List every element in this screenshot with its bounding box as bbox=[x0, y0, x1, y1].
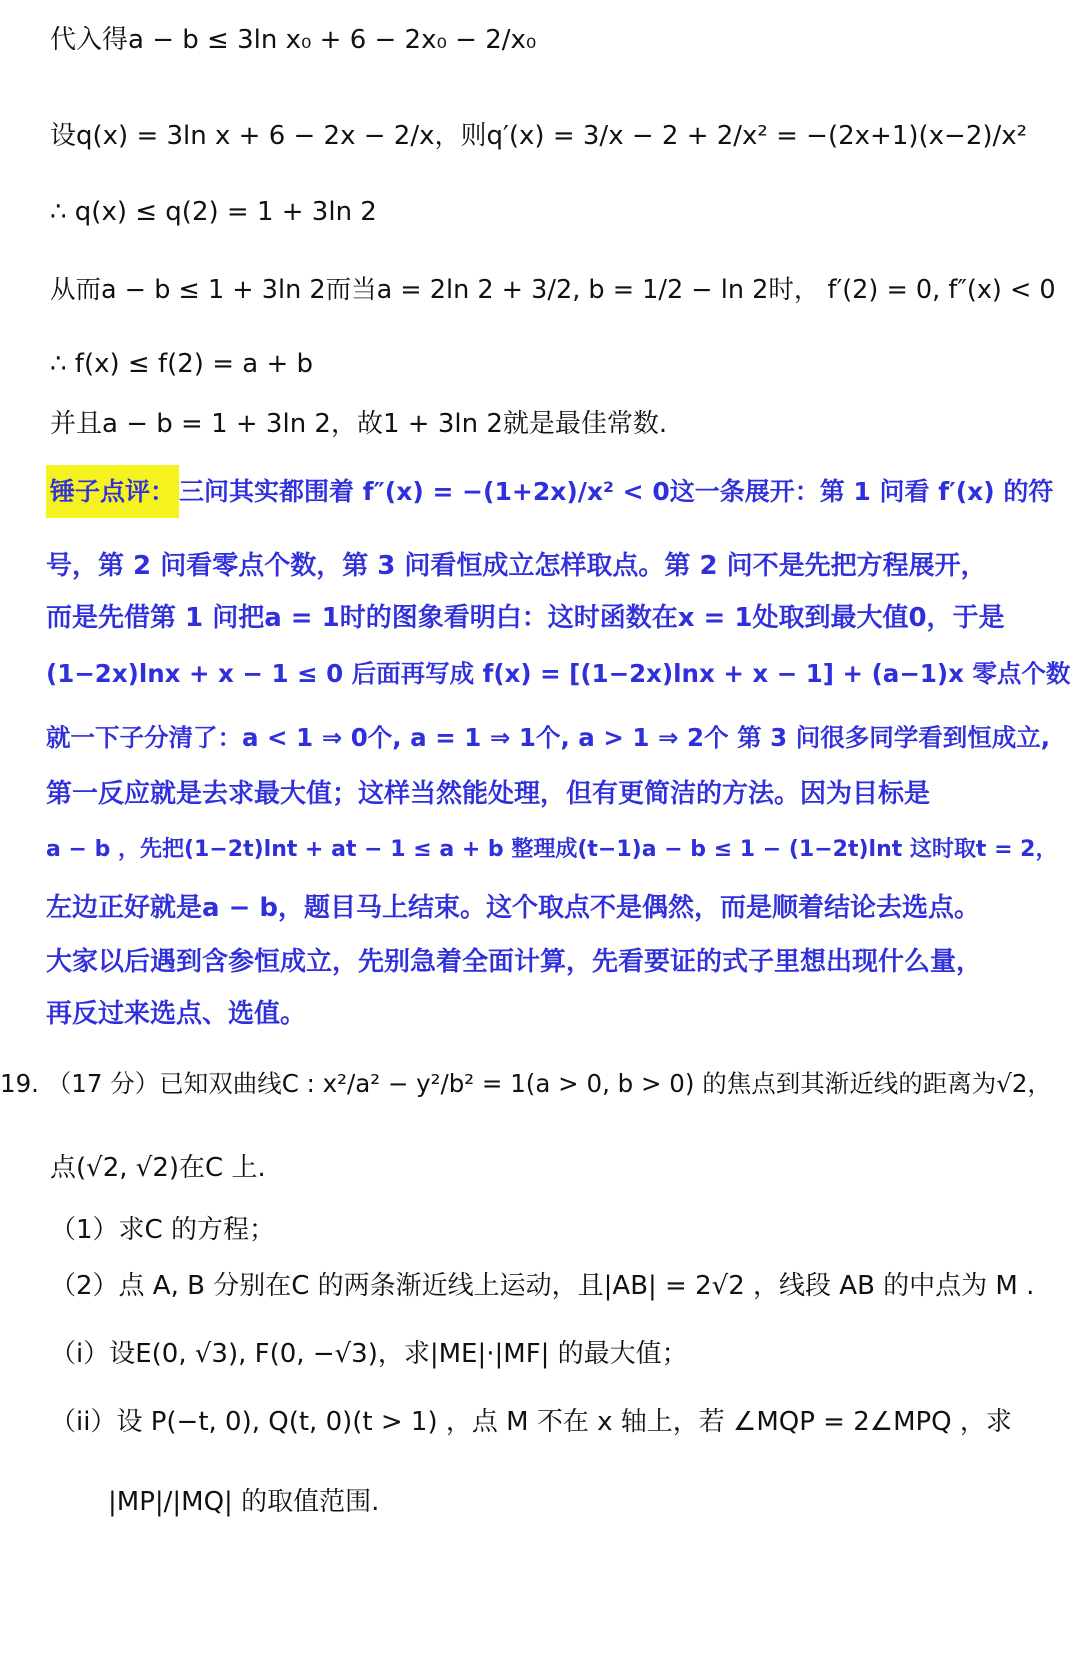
solution-line-5: ∴ f(x) ≤ f(2) = a + b bbox=[50, 349, 313, 379]
problem-line-1: 19. （17 分）已知双曲线C : x²/a² − y²/b² = 1(a > 0, b > 0) 的焦点到其渐近线的距离为√2， bbox=[0, 1069, 1052, 1098]
comment-line-10: 再反过来选点、选值。 bbox=[46, 999, 307, 1029]
solution-line-3: ∴ q(x) ≤ q(2) = 1 + 3ln 2 bbox=[50, 197, 377, 227]
problem-line-7: |MP|/|MQ| 的取值范围. bbox=[108, 1487, 380, 1517]
comment-line-9: 大家以后遇到含参恒成立，先别急着全面计算，先看要证的式子里想出现什么量， bbox=[46, 947, 983, 977]
comment-line-1 bbox=[46, 474, 1053, 510]
solution-line-4: 从而a − b ≤ 1 + 3ln 2而当a = 2ln 2 + 3/2, b = 1/2 − ln 2时， f′(2) = 0, f″(x) < 0 bbox=[50, 275, 1056, 305]
comment-line-6: 第一反应就是去求最大值；这样当然能处理，但有更简洁的方法。因为目标是 bbox=[46, 779, 931, 809]
solution-line-6: 并且a − b = 1 + 3ln 2，故1 + 3ln 2就是最佳常数. bbox=[50, 409, 668, 439]
solution-line-1: 代入得a − b ≤ 3ln x₀ + 6 − 2x₀ − 2/x₀ bbox=[50, 25, 537, 55]
problem-line-4: （2）点 A, B 分别在C 的两条渐近线上运动，且|AB| = 2√2 ，线段 AB 的中点为 M . bbox=[50, 1271, 1035, 1301]
comment-line-2: 号，第 2 问看零点个数，第 3 问看恒成立怎样取点。第 2 问不是先把方程展开， bbox=[46, 551, 987, 581]
comment-line-1-text: 三问其实都围着 f″(x) = −(1+2x)/x² < 0这一条展开：第 1 问看 f′(x) 的符 bbox=[179, 477, 1054, 506]
problem-line-5: （i）设E(0, √3), F(0, −√3)，求|ME|·|MF| 的最大值； bbox=[50, 1339, 688, 1369]
comment-tag: 锤子点评： bbox=[46, 465, 179, 518]
solution-line-2: 设q(x) = 3ln x + 6 − 2x − 2/x，则q′(x) = 3/x − 2 + 2/x² = −(2x+1)(x−2)/x² bbox=[50, 121, 1028, 151]
comment-line-7: a − b ，先把(1−2t)lnt + at − 1 ≤ a + b 整理成(t−1)a − b ≤ 1 − (1−2t)lnt 这时取t = 2， bbox=[46, 837, 1058, 862]
comment-line-5: 就一下子分清了：a < 1 ⇒ 0个, a = 1 ⇒ 1个, a > 1 ⇒ 2个 第 3 问很多同学看到恒成立, bbox=[46, 723, 1051, 752]
comment-line-3: 而是先借第 1 问把a = 1时的图象看明白：这时函数在x = 1处取到最大值0，于是 bbox=[46, 603, 1005, 633]
comment-line-4: (1−2x)lnx + x − 1 ≤ 0 后面再写成 f(x) = [(1−2x)lnx + x − 1] + (a−1)x 零点个数 bbox=[46, 659, 1071, 688]
problem-line-2: 点(√2, √2)在C 上. bbox=[50, 1153, 266, 1183]
comment-line-8: 左边正好就是a − b，题目马上结束。这个取点不是偶然，而是顺着结论去选点。 bbox=[46, 893, 981, 923]
problem-line-3: （1）求C 的方程； bbox=[50, 1215, 275, 1245]
problem-line-6: （ii）设 P(−t, 0), Q(t, 0)(t > 1) ，点 M 不在 x 轴上，若 ∠MQP = 2∠MPQ ，求 bbox=[50, 1407, 1012, 1437]
